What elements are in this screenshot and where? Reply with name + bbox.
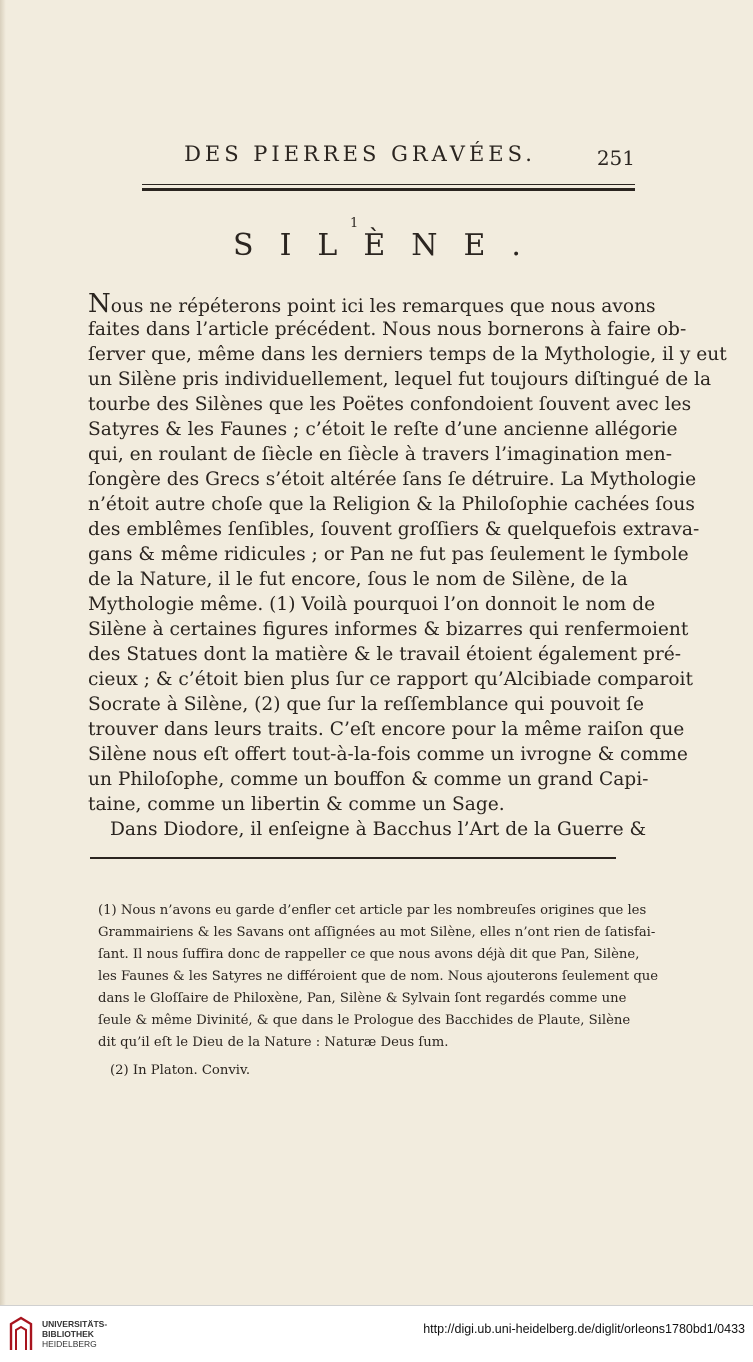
- footnote-2: (2) In Platon. Conviv.: [110, 1063, 251, 1078]
- body-line: un Philoſophe, comme un bouffon & comme un grand Capi-: [88, 769, 649, 790]
- body-line: Satyres & les Faunes ; c’étoit le reſte d’une ancienne allégorie: [88, 419, 678, 440]
- body-line: qui, en roulant de ſiècle en ſiècle à travers l’imagination men-: [88, 444, 673, 465]
- viewer-footer: [0, 1305, 753, 1362]
- body-line: ſerver que, même dans les derniers temps de la Mythologie, il y eut: [88, 344, 727, 365]
- page-number: 251: [596, 146, 635, 170]
- second-paragraph: Dans Diodore, il enſeigne à Bacchus l’Art de la Guerre &: [110, 819, 647, 840]
- footnote-line: les Faunes & les Satyres ne différoient que de nom. Nous ajouterons ſeulement que: [98, 969, 659, 984]
- title-footnote-mark: 1: [350, 216, 359, 231]
- library-name: UNIVERSITÄTS- BIBLIOTHEK HEIDELBERG: [42, 1319, 108, 1349]
- permalink-url[interactable]: http://digi.ub.uni-heidelberg.de/diglit/orleons1780bd1/0433: [423, 1322, 745, 1336]
- body-line: de la Nature, il le fut encore, ſous le nom de Silène, de la: [88, 569, 628, 590]
- chapter-title: SILÈNE.: [233, 228, 547, 263]
- body-line: ſongère des Grecs s’étoit altérée ſans ſe détruire. La Mythologie: [88, 469, 697, 490]
- footnote-line: (1) Nous n’avons eu garde d’enfler cet article par les nombreuſes origines que les: [98, 903, 647, 918]
- body-line: un Silène pris individuellement, lequel fut toujours diſtingué de la: [88, 369, 712, 390]
- body-line: des emblêmes ſenſibles, ſouvent groſſiers & quelquefois extrava-: [88, 519, 700, 540]
- footnote-separator: [90, 857, 616, 859]
- body-line: cieux ; & c’étoit bien plus ſur ce rapport qu’Alcibiade comparoit: [88, 669, 693, 690]
- footnote-line: dit qu’il eſt le Dieu de la Nature : Naturæ Deus ſum.: [98, 1035, 449, 1050]
- body-line: faites dans l’article précédent. Nous nous bornerons à faire ob-: [88, 319, 687, 340]
- footnote-line: Grammairiens & les Savans ont aſſignées au mot Silène, elles n’ont rien de ſatisfai-: [98, 925, 656, 940]
- running-title: DES PIERRES GRAVÉES.: [184, 142, 536, 166]
- body-line: Silène à certaines figures informes & bizarres qui renfermoient: [88, 619, 689, 640]
- header-rule-thick: [142, 188, 635, 191]
- footnote-line: ſant. Il nous ſuffira donc de rappeller ce que nous avons déjà dit que Pan, Silène,: [98, 947, 640, 962]
- body-line: tourbe des Silènes que les Poëtes confondoient ſouvent avec les: [88, 394, 692, 415]
- body-line: Silène nous eſt offert tout-à-la-fois comme un ivrogne & comme: [88, 744, 688, 765]
- body-line: n’étoit autre choſe que la Religion & la Philoſophie cachées ſous: [88, 494, 695, 515]
- body-line-1: Nous ne répéterons point ici les remarques que nous avons: [88, 289, 656, 319]
- body-line: des Statues dont la matière & le travail étoient également pré-: [88, 644, 682, 665]
- page-spine-shadow: [0, 0, 6, 1305]
- body-line: taine, comme un libertin & comme un Sage.: [88, 794, 505, 815]
- header-rule-thin: [142, 184, 635, 185]
- body-line: trouver dans leurs traits. C’eſt encore pour la même raiſon que: [88, 719, 685, 740]
- drop-cap: N: [88, 289, 111, 319]
- footnote-line: dans le Gloſſaire de Philoxène, Pan, Silène & Sylvain ſont regardés comme une: [98, 991, 627, 1006]
- footnote-line: ſeule & même Divinité, & que dans le Prologue des Bacchides de Plaute, Silène: [98, 1013, 631, 1028]
- body-line: gans & même ridicules ; or Pan ne fut pas ſeulement le ſymbole: [88, 544, 689, 565]
- body-line: Mythologie même. (1) Voilà pourquoi l’on donnoit le nom de: [88, 594, 656, 615]
- library-logo-icon[interactable]: [8, 1316, 34, 1352]
- body-line: Socrate à Silène, (2) que ſur la reſſemblance qui pouvoit ſe: [88, 694, 645, 715]
